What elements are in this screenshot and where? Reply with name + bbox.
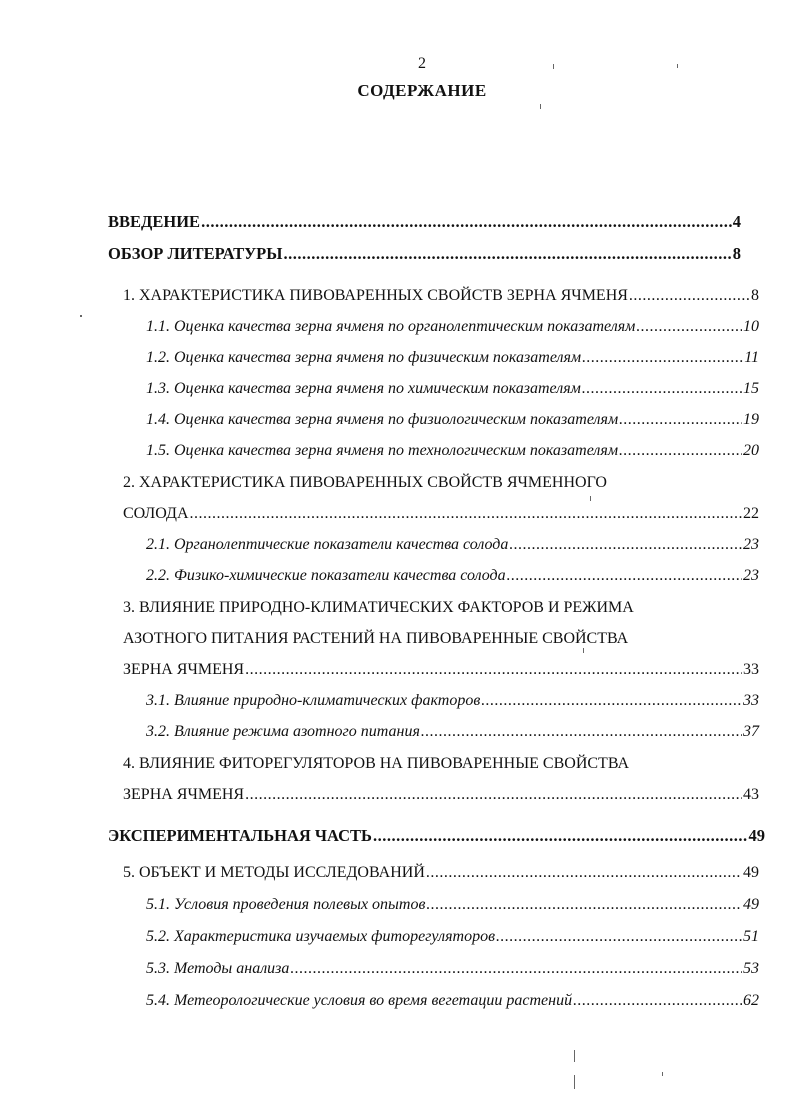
dot-leader	[245, 659, 742, 681]
toc-entry-title: 1.3. Оценка качества зерна ячменя по химическим показателям	[146, 380, 581, 397]
toc-entry-chapter-5[interactable]	[123, 862, 759, 884]
toc-entry-page: 15	[743, 380, 759, 397]
toc-entry-page: 33	[743, 692, 759, 709]
scan-speck	[677, 64, 678, 68]
toc-entry-title: 5.1. Условия проведения полевых опытов	[146, 896, 426, 913]
toc-entry-section-5-2[interactable]	[146, 926, 759, 948]
toc-entry-page: 8	[751, 287, 759, 304]
toc-entry-title: АЗОТНОГО ПИТАНИЯ РАСТЕНИЙ НА ПИВОВАРЕННЫЕ СВОЙСТВА	[123, 630, 629, 647]
toc-entry-page: 8	[732, 244, 741, 263]
toc-entry-chapter-3-line-2[interactable]	[123, 628, 628, 650]
toc-entry-page: 53	[743, 960, 759, 977]
toc-entry-page: 19	[743, 411, 759, 428]
toc-entry-title: ОБЗОР ЛИТЕРАТУРЫ	[108, 244, 283, 263]
scan-speck	[574, 1075, 575, 1089]
toc-entry-title: ЗЕРНА ЯЧМЕНЯ	[123, 661, 245, 678]
dot-leader	[573, 990, 742, 1012]
page-number: 2	[418, 55, 426, 72]
dot-leader	[290, 958, 742, 980]
toc-entry-page: 11	[744, 349, 759, 366]
toc-entry-title: 3.2. Влияние режима азотного питания	[146, 723, 420, 740]
toc-entry-section-3-1[interactable]	[146, 690, 759, 712]
toc-entry-page: 23	[743, 536, 759, 553]
toc-entry-section-2-1[interactable]	[146, 534, 759, 556]
toc-entry-title: 1.1. Оценка качества зерна ячменя по органолептическим показателям	[146, 318, 636, 335]
toc-entry-page: 23	[743, 567, 759, 584]
toc-entry-page: 4	[732, 212, 741, 231]
dot-leader	[421, 721, 742, 743]
dot-leader	[190, 503, 742, 525]
toc-entry-title: 2.1. Органолептические показатели качества солода	[146, 536, 509, 553]
toc-entry-experimental-part[interactable]	[108, 825, 765, 847]
toc-entry-title: 1.2. Оценка качества зерна ячменя по физическим показателям	[146, 349, 582, 366]
dot-leader	[496, 926, 742, 948]
toc-entry-page: 62	[743, 992, 759, 1009]
toc-entry-title: 5.2. Характеристика изучаемых фиторегуляторов	[146, 928, 496, 945]
toc-entry-title: 3.1. Влияние природно-климатических факторов	[146, 692, 481, 709]
dot-leader	[636, 316, 742, 338]
toc-entry-page: 10	[743, 318, 759, 335]
toc-entry-chapter-3-line-1[interactable]	[123, 597, 634, 619]
toc-entry-chapter-4-line-1[interactable]	[123, 753, 629, 775]
toc-entry-title: 4. ВЛИЯНИЕ ФИТОРЕГУЛЯТОРОВ НА ПИВОВАРЕННЫЕ СВОЙСТВА	[123, 755, 630, 772]
toc-entry-page: 49	[743, 896, 759, 913]
toc-entry-title: 5.3. Методы анализа	[146, 960, 290, 977]
dot-leader	[481, 690, 742, 712]
toc-entry-chapter-4[interactable]	[123, 784, 759, 806]
toc-entry-chapter-3[interactable]	[123, 659, 759, 681]
toc-entry-section-1-3[interactable]	[146, 378, 759, 400]
toc-entry-chapter-1[interactable]	[123, 285, 759, 307]
toc-entry-title: 5.4. Метеорологические условия во время вегетации растений	[146, 992, 573, 1009]
toc-entry-section-1-4[interactable]	[146, 409, 759, 431]
toc-entry-introduction[interactable]	[108, 211, 741, 233]
toc-entry-title: ВВЕДЕНИЕ	[108, 212, 201, 231]
toc-entry-page: 20	[743, 442, 759, 459]
dot-leader	[507, 565, 742, 587]
toc-entry-page: 51	[743, 928, 759, 945]
toc-entry-page: 33	[743, 661, 759, 678]
dot-leader	[619, 409, 742, 431]
toc-entry-title: 1. ХАРАКТЕРИСТИКА ПИВОВАРЕННЫХ СВОЙСТВ ЗЕРНА ЯЧМЕНЯ	[123, 287, 628, 304]
toc-entry-section-5-3[interactable]	[146, 958, 759, 980]
scan-speck	[553, 64, 554, 69]
toc-entry-page: 49	[743, 864, 759, 881]
toc-entry-title: 1.4. Оценка качества зерна ячменя по физиологическим показателям	[146, 411, 619, 428]
toc-entry-section-5-1[interactable]	[146, 894, 759, 916]
toc-entry-page: 49	[748, 826, 765, 845]
dot-leader	[426, 862, 742, 884]
scan-speck	[540, 104, 541, 109]
dot-leader	[283, 243, 731, 265]
toc-entry-section-1-2[interactable]	[146, 347, 759, 369]
toc-entry-title: 5. ОБЪЕКТ И МЕТОДЫ ИССЛЕДОВАНИЙ	[123, 864, 425, 881]
dot-leader	[373, 825, 748, 847]
dot-leader	[426, 894, 742, 916]
toc-entry-section-1-1[interactable]	[146, 316, 759, 338]
toc-entry-section-3-2[interactable]	[146, 721, 759, 743]
scan-speck	[80, 315, 82, 317]
toc-entry-title: ЭКСПЕРИМЕНТАЛЬНАЯ ЧАСТЬ	[108, 826, 372, 845]
dot-leader	[201, 211, 732, 233]
toc-entry-page: 37	[743, 723, 759, 740]
dot-leader	[509, 534, 742, 556]
dot-leader	[582, 347, 743, 369]
toc-entry-section-2-2[interactable]	[146, 565, 759, 587]
toc-entry-page: 43	[743, 786, 759, 803]
toc-entry-title: ЗЕРНА ЯЧМЕНЯ	[123, 786, 245, 803]
toc-entry-title: 3. ВЛИЯНИЕ ПРИРОДНО-КЛИМАТИЧЕСКИХ ФАКТОРОВ И РЕЖИМА	[123, 599, 634, 616]
dot-leader	[582, 378, 742, 400]
toc-entry-title: 2.2. Физико-химические показатели качества солода	[146, 567, 506, 584]
toc-entry-chapter-2-line-1[interactable]	[123, 472, 607, 494]
dot-leader	[245, 784, 742, 806]
toc-entry-page: 22	[743, 505, 759, 522]
toc-entry-title: СОЛОДА	[123, 505, 189, 522]
page-title: СОДЕРЖАНИЕ	[357, 81, 487, 100]
toc-entry-literature-review[interactable]	[108, 243, 741, 265]
scan-speck	[583, 648, 584, 653]
toc-entry-chapter-2[interactable]	[123, 503, 759, 525]
scan-speck	[590, 496, 591, 501]
scan-speck	[574, 1050, 575, 1062]
toc-entry-section-1-5[interactable]	[146, 440, 759, 462]
scan-speck	[662, 1072, 663, 1076]
toc-entry-section-5-4[interactable]	[146, 990, 759, 1012]
dot-leader	[629, 285, 750, 307]
toc-entry-title: 2. ХАРАКТЕРИСТИКА ПИВОВАРЕННЫХ СВОЙСТВ ЯЧМЕННОГО	[123, 474, 607, 491]
toc-entry-title: 1.5. Оценка качества зерна ячменя по технологическим показателям	[146, 442, 619, 459]
dot-leader	[619, 440, 742, 462]
